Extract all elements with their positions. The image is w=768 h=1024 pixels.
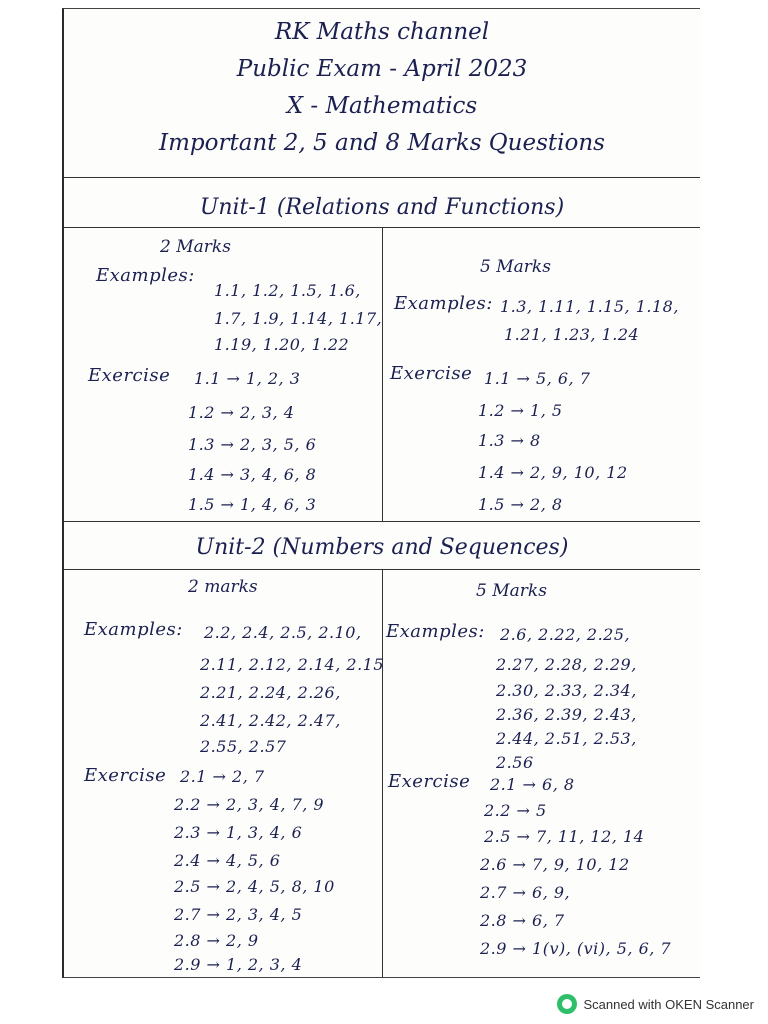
- notebook-page: [62, 8, 700, 978]
- unit2-left-example-line: 2.11, 2.12, 2.14, 2.15: [200, 655, 385, 674]
- unit2-left-exercise-line: 2.8 → 2, 9: [174, 931, 259, 950]
- unit2-right-exercise-line: 2.7 → 6, 9,: [480, 883, 571, 902]
- unit1-left-example-line: 1.7, 1.9, 1.14, 1.17,: [214, 309, 383, 328]
- page-header: [64, 15, 700, 155]
- unit2-right-exercise-line: 2.8 → 6, 7: [480, 911, 565, 930]
- unit2-left-exercise-line: 2.5 → 2, 4, 5, 8, 10: [174, 877, 335, 896]
- unit1-right-exercise-line: 1.4 → 2, 9, 10, 12: [478, 463, 628, 482]
- important-title: Important 2, 5 and 8 Marks Questions: [159, 130, 605, 156]
- unit2-left-example-line: 2.2, 2.4, 2.5, 2.10,: [204, 623, 362, 642]
- unit1-title: Unit-1 (Relations and Functions): [199, 195, 565, 220]
- unit1-left-example-line: 1.19, 1.20, 1.22: [214, 335, 350, 354]
- unit2-left-heading: 2 marks: [188, 577, 258, 597]
- unit2-right-exercise-line: 2.1 → 6, 8: [490, 775, 575, 794]
- unit1-right-exercise-label: Exercise: [390, 363, 473, 384]
- unit2-left-examples-label: Examples:: [84, 619, 183, 640]
- unit1-right-heading: 5 Marks: [480, 257, 551, 277]
- unit1-left-exercise-line: 1.1 → 1, 2, 3: [194, 369, 301, 388]
- unit2-left-exercise-line: 2.1 → 2, 7: [180, 767, 265, 786]
- unit1-right-example-line: 1.21, 1.23, 1.24: [504, 325, 640, 344]
- unit1-left-examples-label: Examples:: [96, 265, 195, 286]
- column-divider: [382, 227, 383, 521]
- unit2-left-exercise-line: 2.4 → 4, 5, 6: [174, 851, 281, 870]
- unit1-left-exercise-line: 1.5 → 1, 4, 6, 3: [188, 495, 317, 514]
- scanner-watermark: [557, 994, 754, 1014]
- unit2-right-examples-label: Examples:: [386, 621, 485, 642]
- unit2-left-example-line: 2.41, 2.42, 2.47,: [200, 711, 341, 730]
- unit1-right-exercise-line: 1.1 → 5, 6, 7: [484, 369, 591, 388]
- unit2-right-example-line: 2.56: [496, 753, 534, 772]
- unit1-right-exercise-line: 1.3 → 8: [478, 431, 541, 450]
- unit2-left-example-line: 2.21, 2.24, 2.26,: [200, 683, 341, 702]
- unit1-right-examples-label: Examples:: [394, 293, 493, 314]
- unit2-left-exercise-line: 2.7 → 2, 3, 4, 5: [174, 905, 303, 924]
- unit2-left-exercise-line: 2.9 → 1, 2, 3, 4: [174, 955, 303, 974]
- unit1-left-exercise-label: Exercise: [88, 365, 171, 386]
- unit2-right-exercise-line: 2.9 → 1(v), (vi), 5, 6, 7: [480, 939, 672, 958]
- unit1-left-exercise-line: 1.2 → 2, 3, 4: [188, 403, 295, 422]
- divider: [64, 177, 700, 178]
- unit1-left-exercise-line: 1.4 → 3, 4, 6, 8: [188, 465, 317, 484]
- unit2-right-exercise-line: 2.6 → 7, 9, 10, 12: [480, 855, 630, 874]
- exam-title: Public Exam - April 2023: [236, 56, 528, 82]
- unit2-right-exercise-line: 2.5 → 7, 11, 12, 14: [484, 827, 645, 846]
- unit1-right-exercise-line: 1.2 → 1, 5: [478, 401, 563, 420]
- column-divider: [382, 569, 383, 977]
- unit2-left-exercise-line: 2.3 → 1, 3, 4, 6: [174, 823, 303, 842]
- oken-logo-icon: [557, 994, 577, 1014]
- unit2-right-example-line: 2.36, 2.39, 2.43,: [496, 705, 637, 724]
- unit1-right-example-line: 1.3, 1.11, 1.15, 1.18,: [500, 297, 679, 316]
- divider: [64, 521, 700, 522]
- unit1-right-exercise-line: 1.5 → 2, 8: [478, 495, 563, 514]
- channel-title: RK Maths channel: [274, 19, 490, 45]
- unit2-left-exercise-label: Exercise: [84, 765, 167, 786]
- unit2-right-heading: 5 Marks: [476, 581, 547, 601]
- unit1-left-example-line: 1.1, 1.2, 1.5, 1.6,: [214, 281, 361, 300]
- subject-title: X - Mathematics: [286, 93, 478, 119]
- unit2-right-exercise-label: Exercise: [388, 771, 471, 792]
- unit2-right-example-line: 2.44, 2.51, 2.53,: [496, 729, 637, 748]
- scanner-text: Scanned with OKEN Scanner: [583, 996, 754, 1012]
- unit2-right-example-line: 2.27, 2.28, 2.29,: [496, 655, 637, 674]
- unit2-left-exercise-line: 2.2 → 2, 3, 4, 7, 9: [174, 795, 325, 814]
- unit2-left-example-line: 2.55, 2.57: [200, 737, 287, 756]
- unit1-left-heading: 2 Marks: [160, 237, 231, 257]
- unit2-right-exercise-line: 2.2 → 5: [484, 801, 547, 820]
- unit2-right-example-line: 2.6, 2.22, 2.25,: [500, 625, 631, 644]
- unit1-left-exercise-line: 1.3 → 2, 3, 5, 6: [188, 435, 317, 454]
- unit2-right-example-line: 2.30, 2.33, 2.34,: [496, 681, 637, 700]
- unit2-title: Unit-2 (Numbers and Sequences): [195, 535, 569, 560]
